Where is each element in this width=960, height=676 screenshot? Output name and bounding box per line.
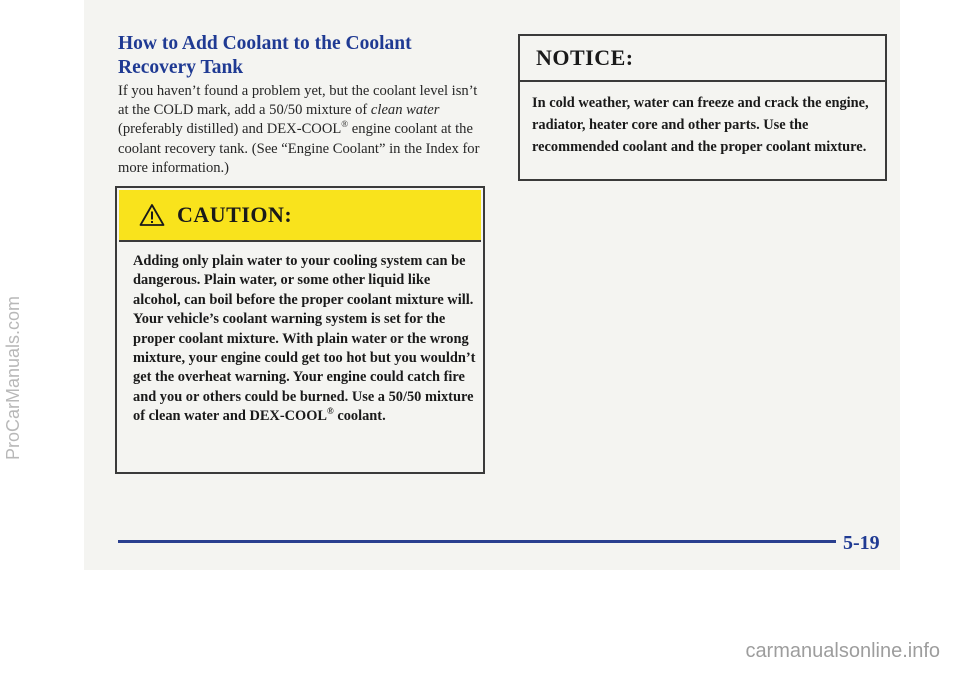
caution-text-2: coolant. <box>333 408 386 425</box>
caution-text-1: Adding only plain water to your cooling system can be dangerous. Plain water, or some other liquid like alcohol, can boil before the proper coolant mixture will. Your vehicle’s coolant warning system is set for the proper coolant mixture. With plain water or the wrong mixture, your engine could get too hot but you wouldn’t get the overheat warning. Your engine could catch fire and you or others could be burned. Use a 50/50 mixture of clean water and DEX-COOL <box>133 253 476 425</box>
side-watermark: ProCarManuals.com <box>3 295 23 460</box>
notice-body: In cold weather, water can freeze and crack the engine, radiator, heater core and other parts. Use the recommended coolant and the proper coolant mixture. <box>532 95 869 155</box>
intro-text-1: If you haven’t found a problem yet, but the coolant level isn’t at the COLD mark, add a 50/50 mixture of <box>118 83 478 119</box>
notice-header <box>520 36 885 82</box>
caution-body <box>133 252 478 427</box>
caution-title: CAUTION: <box>177 202 293 227</box>
caution-header <box>119 190 481 242</box>
bottom-watermark: carmanualsonline.info <box>745 640 940 662</box>
warning-triangle-icon <box>139 203 165 227</box>
section-heading: How to Add Coolant to the Coolant Recovery Tank <box>118 33 412 78</box>
footer-rule <box>118 540 836 543</box>
notice-box <box>518 34 887 181</box>
page-number: 5-19 <box>843 532 880 554</box>
notice-title: NOTICE: <box>536 45 634 70</box>
caution-box <box>115 186 485 474</box>
registered-mark: ® <box>341 119 349 130</box>
intro-paragraph <box>118 82 488 178</box>
intro-text-3: engine coolant at the coolant recovery tank. (See “Engine Coolant” in the Index for more information.) <box>118 121 480 176</box>
intro-text-2: (preferably distilled) and DEX-COOL <box>118 121 342 138</box>
registered-mark: ® <box>327 406 334 417</box>
intro-italic: clean water <box>370 102 440 119</box>
